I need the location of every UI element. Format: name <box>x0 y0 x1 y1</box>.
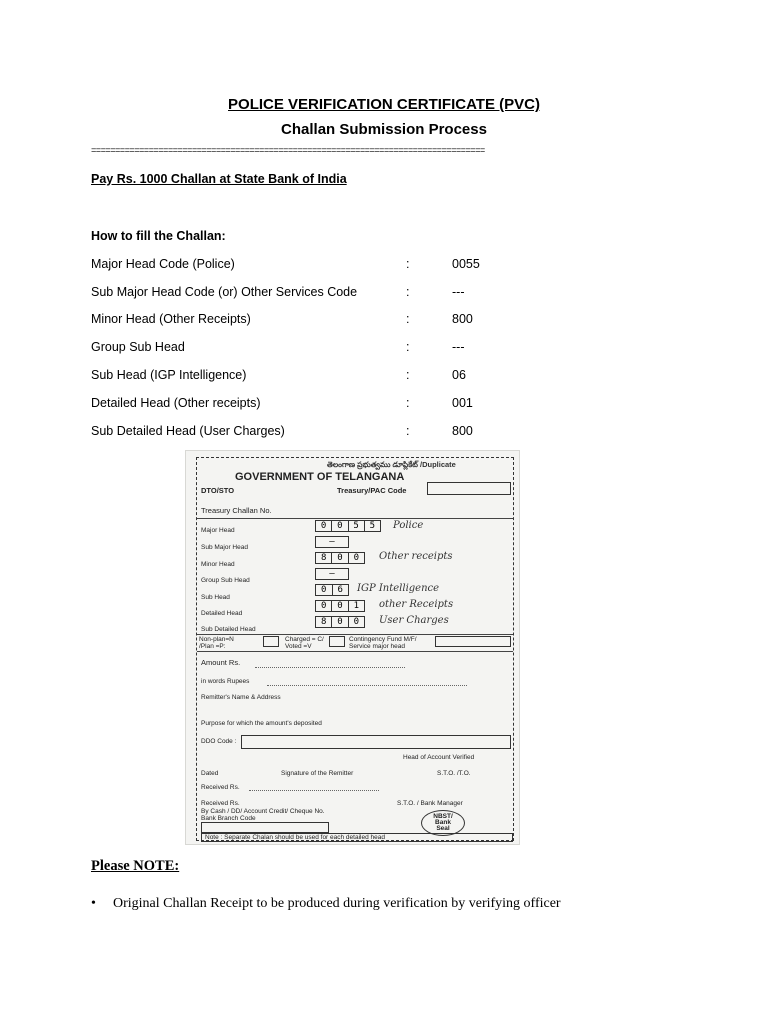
challan-note-box <box>201 833 513 842</box>
head-label: Group Sub Head <box>91 340 185 354</box>
challan-sub-code: 0 6 <box>315 584 349 596</box>
head-row-sub-major <box>91 285 691 305</box>
challan-received2: Received Rs. <box>201 800 240 807</box>
pay-instruction: Pay Rs. 1000 Challan at State Bank of India <box>91 172 347 186</box>
challan-hand-sub-detailed: User Charges <box>379 615 449 626</box>
challan-minor-head: Minor Head <box>201 561 235 568</box>
challan-detailed-code: 0 0 1 <box>315 600 365 612</box>
challan-received: Received Rs. <box>201 784 240 791</box>
challan-dto: DTO/STO <box>201 486 235 495</box>
challan-hand-sub: IGP Intelligence <box>357 583 440 594</box>
howto-heading: How to fill the Challan: <box>91 229 226 243</box>
challan-nonplan: Non-plan=N /Plan =P: <box>199 636 234 650</box>
head-separator: : <box>406 340 410 354</box>
challan-branch-box <box>201 822 329 833</box>
separator-rule: ================================================================================== <box>91 146 485 156</box>
challan-treasury-no: Treasury Challan No. <box>201 506 272 515</box>
challan-major-code: 0 0 5 5 <box>315 520 381 532</box>
challan-sub-head: Sub Head <box>201 594 230 601</box>
note-heading: Please NOTE: <box>91 858 180 874</box>
head-row-sub-detailed <box>91 424 691 444</box>
head-value: 800 <box>452 312 473 326</box>
head-separator: : <box>406 424 410 438</box>
head-label: Minor Head (Other Receipts) <box>91 312 251 326</box>
challan-code-box <box>427 482 511 495</box>
challan-remitter: Remitter's Name & Address <box>201 694 281 701</box>
challan-hand-minor: Other receipts <box>379 551 453 562</box>
challan-amount: Amount Rs. <box>201 658 241 667</box>
head-label: Major Head Code (Police) <box>91 257 235 271</box>
challan-seal: NBST/ Bank Seal <box>421 810 465 836</box>
head-value: 0055 <box>452 257 480 271</box>
challan-sub-major-code: — <box>315 536 349 548</box>
challan-form <box>196 457 514 841</box>
challan-group-sub-head: Group Sub Head <box>201 577 250 584</box>
head-value: --- <box>452 285 465 299</box>
head-value: 06 <box>452 368 466 382</box>
challan-bycash: By Cash / DD/ Account Credit/ Cheque No. <box>201 808 325 815</box>
challan-signature: Signature of the Remitter <box>281 770 354 777</box>
head-row-group-sub <box>91 340 691 360</box>
challan-sub-major-head: Sub Major Head <box>201 544 248 551</box>
challan-in-words: in words Rupees <box>201 678 250 685</box>
head-label: Sub Major Head Code (or) Other Services Code <box>91 285 358 299</box>
note-bullet-text: Original Challan Receipt to be produced during verification by verifying officer <box>113 896 561 911</box>
page-title: POLICE VERIFICATION CERTIFICATE (PVC) <box>228 96 540 113</box>
challan-rule <box>197 518 513 519</box>
challan-treasury-code: Treasury/PAC Code <box>337 486 407 495</box>
challan-sub-detailed-code: 8 0 0 <box>315 616 365 628</box>
challan-ddo: DDO Code : <box>201 738 237 745</box>
challan-nonplan-box <box>263 636 279 647</box>
head-separator: : <box>406 312 410 326</box>
challan-head-verified: Head of Account Verified <box>403 754 475 761</box>
challan-bank-manager: S.T.O. / Bank Manager <box>397 800 463 807</box>
head-separator: : <box>406 368 410 382</box>
head-label: Sub Head (IGP Intelligence) <box>91 368 247 382</box>
challan-dated: Dated <box>201 770 219 777</box>
head-row-sub <box>91 368 691 388</box>
challan-sub-detailed-head: Sub Detailed Head <box>201 626 256 633</box>
head-separator: : <box>406 285 410 299</box>
head-row-minor <box>91 312 691 332</box>
head-separator: : <box>406 257 410 271</box>
challan-note: Note : Separate Chalan should be used for each detailed head <box>205 834 385 841</box>
challan-contingency-box <box>435 636 511 647</box>
challan-major-head: Major Head <box>201 527 235 534</box>
challan-hand-detailed: other Receipts <box>379 599 454 610</box>
challan-sample-image <box>185 450 520 845</box>
bullet-dot-icon: • <box>91 896 96 911</box>
challan-rule <box>197 651 513 652</box>
head-row-major <box>91 257 691 277</box>
challan-charged: Charged = C/ Voted =V <box>285 636 324 650</box>
challan-minor-code: 8 0 0 <box>315 552 365 564</box>
challan-ddo-box <box>241 735 511 749</box>
head-value: 001 <box>452 396 473 410</box>
challan-group-code: — <box>315 568 349 580</box>
challan-detailed-head: Detailed Head <box>201 610 243 617</box>
challan-hand-major: Police <box>393 520 424 531</box>
challan-dotted <box>255 667 405 668</box>
head-label: Detailed Head (Other receipts) <box>91 396 261 410</box>
challan-sto: S.T.O. /T.O. <box>437 770 471 777</box>
challan-duplicate-header: తెలంగాణ ప్రభుత్వము డూప్లికేట్ /Duplicate <box>327 460 456 469</box>
head-value: --- <box>452 340 465 354</box>
challan-rule <box>197 634 513 635</box>
challan-branch: Bank Branch Code <box>201 815 256 822</box>
head-value: 800 <box>452 424 473 438</box>
head-row-detailed <box>91 396 691 416</box>
challan-dotted <box>267 685 467 686</box>
head-label: Sub Detailed Head (User Charges) <box>91 424 285 438</box>
head-separator: : <box>406 396 410 410</box>
challan-charged-box <box>329 636 345 647</box>
challan-government: GOVERNMENT OF TELANGANA <box>235 471 405 483</box>
note-bullet <box>91 896 561 912</box>
challan-dotted <box>249 790 379 791</box>
page-subtitle: Challan Submission Process <box>281 121 487 138</box>
challan-contingency: Contingency Fund M/F/ Service major head <box>349 636 417 650</box>
challan-purpose: Purpose for which the amount's deposited <box>201 720 322 727</box>
